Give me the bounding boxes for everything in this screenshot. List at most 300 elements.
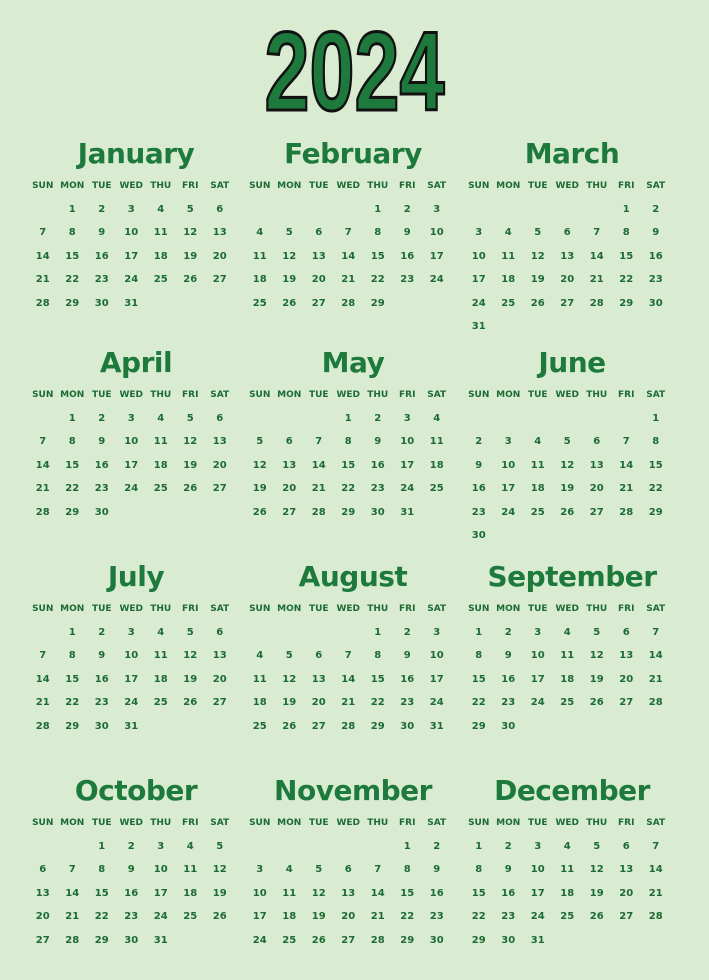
- day-cell: 4: [256, 227, 264, 239]
- day-cell: 19: [589, 887, 604, 899]
- day-cell: 25: [153, 697, 168, 709]
- day-cell: 22: [65, 274, 80, 286]
- day-cell: 16: [400, 673, 415, 685]
- day-cell: 28: [341, 297, 356, 309]
- day-cell: 20: [35, 911, 50, 923]
- day-cell: 2: [504, 841, 512, 852]
- day-cell: 18: [153, 459, 168, 471]
- day-cell: 6: [216, 204, 224, 215]
- day-cell: 4: [433, 413, 441, 424]
- day-cell: 7: [344, 227, 352, 239]
- day-cell: 21: [65, 911, 80, 923]
- day-cell: 2: [98, 627, 106, 638]
- month-days-grid: [464, 597, 682, 738]
- day-cell: 21: [648, 887, 663, 899]
- day-cell: 25: [530, 506, 545, 518]
- weekday-label: SUN: [32, 604, 54, 614]
- empty-day-cell: [28, 621, 58, 644]
- day-cell: 11: [560, 864, 575, 876]
- month-title: December: [494, 774, 650, 807]
- day-cell: 18: [282, 911, 297, 923]
- day-cell: 20: [212, 673, 227, 685]
- day-cell: 1: [475, 627, 483, 638]
- day-cell: 5: [593, 841, 601, 852]
- weekday-label: SAT: [646, 604, 666, 614]
- day-cell: 24: [429, 274, 444, 286]
- empty-day-cell: [245, 407, 275, 430]
- month-october: [26, 771, 246, 952]
- weekday-label: WED: [336, 181, 361, 191]
- day-cell: 31: [530, 934, 545, 946]
- weekday-label: THU: [367, 818, 389, 828]
- day-cell: 1: [403, 841, 411, 852]
- day-cell: 7: [652, 841, 660, 852]
- year-heading-text: 2024: [264, 9, 445, 128]
- month-title: August: [298, 560, 408, 593]
- day-cell: 24: [124, 697, 139, 709]
- day-cell: 13: [341, 887, 356, 899]
- day-cell: 27: [341, 934, 356, 946]
- weekday-label: SUN: [249, 604, 271, 614]
- day-cell: 27: [589, 506, 604, 518]
- month-december: [462, 771, 682, 952]
- weekday-label: SUN: [32, 818, 54, 828]
- weekday-label: FRI: [618, 181, 635, 191]
- weekday-label: TUE: [308, 181, 329, 191]
- day-cell: 29: [648, 506, 663, 518]
- day-cell: 12: [212, 864, 227, 876]
- day-cell: 30: [648, 297, 663, 309]
- day-cell: 24: [471, 297, 486, 309]
- day-cell: 26: [212, 911, 227, 923]
- weekday-label: MON: [277, 604, 302, 614]
- day-cell: 14: [65, 887, 80, 899]
- day-cell: 11: [153, 436, 168, 448]
- day-cell: 28: [341, 720, 356, 732]
- month-title: April: [99, 346, 173, 379]
- day-cell: 17: [429, 673, 444, 685]
- day-cell: 30: [124, 934, 139, 946]
- weekday-label: FRI: [182, 604, 199, 614]
- day-cell: 10: [400, 436, 415, 448]
- day-cell: 10: [471, 250, 486, 262]
- day-cell: 7: [593, 227, 601, 239]
- day-cell: 25: [183, 911, 198, 923]
- day-cell: 10: [124, 436, 139, 448]
- month-april: [26, 343, 246, 524]
- day-cell: 12: [282, 673, 297, 685]
- day-cell: 2: [127, 841, 135, 852]
- day-cell: 11: [153, 650, 168, 662]
- day-cell: 26: [282, 720, 297, 732]
- day-cell: 2: [98, 413, 106, 424]
- day-cell: 16: [370, 459, 385, 471]
- day-cell: 4: [504, 227, 512, 239]
- day-cell: 2: [374, 413, 382, 424]
- weekday-label: SAT: [210, 604, 230, 614]
- day-cell: 24: [530, 911, 545, 923]
- weekday-label: TUE: [308, 818, 329, 828]
- day-cell: 25: [252, 720, 267, 732]
- day-cell: 19: [183, 459, 198, 471]
- day-cell: 8: [475, 864, 483, 876]
- empty-day-cell: [28, 198, 58, 221]
- month-title: May: [321, 346, 385, 379]
- day-cell: 4: [563, 627, 571, 638]
- day-cell: 10: [530, 650, 545, 662]
- day-cell: 30: [94, 506, 109, 518]
- day-cell: 30: [501, 934, 516, 946]
- empty-day-cell: [612, 407, 642, 430]
- day-cell: 7: [622, 436, 630, 448]
- month-november: [243, 771, 463, 952]
- empty-day-cell: [28, 835, 58, 858]
- day-cell: 29: [65, 720, 80, 732]
- day-cell: 6: [39, 864, 47, 876]
- day-cell: 22: [341, 483, 356, 495]
- day-cell: 27: [212, 274, 227, 286]
- day-cell: 6: [315, 227, 323, 239]
- weekday-label: WED: [336, 604, 361, 614]
- day-cell: 8: [622, 227, 630, 239]
- day-cell: 8: [68, 650, 76, 662]
- day-cell: 30: [370, 506, 385, 518]
- day-cell: 28: [35, 297, 50, 309]
- empty-day-cell: [304, 407, 334, 430]
- weekday-label: FRI: [182, 181, 199, 191]
- month-days-grid: [245, 811, 463, 952]
- month-may: [243, 343, 463, 524]
- day-cell: 12: [530, 250, 545, 262]
- day-cell: 18: [560, 887, 575, 899]
- day-cell: 7: [344, 650, 352, 662]
- weekday-label: THU: [586, 181, 608, 191]
- day-cell: 1: [344, 413, 352, 424]
- day-cell: 18: [183, 887, 198, 899]
- day-cell: 24: [400, 483, 415, 495]
- weekday-label: SUN: [468, 181, 490, 191]
- month-days-grid: [464, 383, 682, 547]
- day-cell: 31: [153, 934, 168, 946]
- weekday-label: MON: [277, 818, 302, 828]
- day-cell: 19: [589, 673, 604, 685]
- weekday-label: THU: [586, 390, 608, 400]
- empty-day-cell: [334, 835, 364, 858]
- day-cell: 1: [652, 413, 660, 424]
- weekday-label: SUN: [249, 390, 271, 400]
- day-cell: 17: [429, 250, 444, 262]
- day-cell: 27: [212, 483, 227, 495]
- day-cell: 9: [98, 436, 106, 448]
- day-cell: 30: [94, 720, 109, 732]
- day-cell: 21: [35, 483, 50, 495]
- empty-day-cell: [304, 621, 334, 644]
- month-title: November: [274, 774, 432, 807]
- day-cell: 10: [429, 227, 444, 239]
- month-days-grid: [464, 174, 682, 338]
- day-cell: 3: [256, 864, 264, 876]
- day-cell: 9: [98, 650, 106, 662]
- day-cell: 12: [183, 650, 198, 662]
- weekday-label: THU: [150, 818, 172, 828]
- day-cell: 25: [252, 297, 267, 309]
- day-cell: 8: [344, 436, 352, 448]
- day-cell: 23: [501, 911, 516, 923]
- weekday-label: THU: [150, 604, 172, 614]
- day-cell: 5: [186, 413, 194, 424]
- month-days-grid: [28, 383, 246, 524]
- empty-day-cell: [304, 198, 334, 221]
- day-cell: 20: [212, 250, 227, 262]
- day-cell: 27: [560, 297, 575, 309]
- month-title: June: [538, 346, 606, 379]
- weekday-label: THU: [150, 390, 172, 400]
- day-cell: 17: [501, 483, 516, 495]
- weekday-label: TUE: [308, 390, 329, 400]
- day-cell: 11: [560, 650, 575, 662]
- day-cell: 27: [311, 720, 326, 732]
- day-cell: 22: [619, 274, 634, 286]
- day-cell: 21: [648, 673, 663, 685]
- day-cell: 12: [560, 459, 575, 471]
- weekday-label: FRI: [618, 604, 635, 614]
- day-cell: 11: [252, 250, 267, 262]
- day-cell: 14: [341, 673, 356, 685]
- weekday-label: TUE: [527, 818, 548, 828]
- day-cell: 6: [216, 627, 224, 638]
- weekday-label: MON: [60, 181, 85, 191]
- weekday-label: SAT: [210, 390, 230, 400]
- day-cell: 14: [35, 459, 50, 471]
- day-cell: 25: [501, 297, 516, 309]
- day-cell: 31: [471, 320, 486, 332]
- day-cell: 25: [153, 274, 168, 286]
- weekday-label: WED: [336, 818, 361, 828]
- weekday-label: TUE: [91, 181, 112, 191]
- day-cell: 4: [157, 204, 165, 215]
- day-cell: 30: [501, 720, 516, 732]
- day-cell: 6: [315, 650, 323, 662]
- empty-day-cell: [304, 835, 334, 858]
- weekday-label: FRI: [618, 390, 635, 400]
- day-cell: 16: [429, 887, 444, 899]
- day-cell: 18: [429, 459, 444, 471]
- day-cell: 11: [282, 887, 297, 899]
- day-cell: 17: [124, 250, 139, 262]
- day-cell: 24: [153, 911, 168, 923]
- day-cell: 29: [619, 297, 634, 309]
- weekday-label: THU: [367, 181, 389, 191]
- day-cell: 3: [403, 413, 411, 424]
- empty-day-cell: [553, 198, 583, 221]
- day-cell: 27: [282, 506, 297, 518]
- empty-day-cell: [275, 407, 305, 430]
- day-cell: 16: [94, 459, 109, 471]
- day-cell: 9: [652, 227, 660, 239]
- day-cell: 8: [374, 227, 382, 239]
- day-cell: 23: [648, 274, 663, 286]
- day-cell: 13: [560, 250, 575, 262]
- month-title: July: [107, 560, 165, 593]
- month-title: February: [284, 137, 422, 170]
- day-cell: 21: [370, 911, 385, 923]
- empty-day-cell: [334, 621, 364, 644]
- day-cell: 24: [252, 934, 267, 946]
- day-cell: 11: [183, 864, 198, 876]
- day-cell: 12: [589, 864, 604, 876]
- day-cell: 3: [534, 627, 542, 638]
- day-cell: 19: [183, 250, 198, 262]
- day-cell: 24: [124, 483, 139, 495]
- day-cell: 4: [285, 864, 293, 876]
- day-cell: 19: [252, 483, 267, 495]
- empty-day-cell: [28, 407, 58, 430]
- day-cell: 27: [212, 697, 227, 709]
- day-cell: 23: [94, 274, 109, 286]
- weekday-label: SUN: [32, 390, 54, 400]
- empty-day-cell: [245, 835, 275, 858]
- weekday-label: SUN: [468, 818, 490, 828]
- weekday-label: FRI: [399, 390, 416, 400]
- day-cell: 9: [504, 650, 512, 662]
- day-cell: 26: [183, 274, 198, 286]
- day-cell: 31: [429, 720, 444, 732]
- day-cell: 21: [589, 274, 604, 286]
- day-cell: 23: [124, 911, 139, 923]
- day-cell: 1: [98, 841, 106, 852]
- empty-day-cell: [494, 407, 524, 430]
- day-cell: 3: [475, 227, 483, 239]
- weekday-label: WED: [555, 604, 580, 614]
- day-cell: 19: [560, 483, 575, 495]
- day-cell: 5: [534, 227, 542, 239]
- day-cell: 9: [403, 650, 411, 662]
- day-cell: 5: [285, 650, 293, 662]
- day-cell: 11: [429, 436, 444, 448]
- day-cell: 17: [153, 887, 168, 899]
- weekday-label: SAT: [427, 604, 447, 614]
- weekday-label: TUE: [91, 390, 112, 400]
- day-cell: 16: [501, 887, 516, 899]
- day-cell: 4: [563, 841, 571, 852]
- day-cell: 28: [648, 911, 663, 923]
- empty-day-cell: [494, 198, 524, 221]
- day-cell: 2: [98, 204, 106, 215]
- day-cell: 12: [282, 250, 297, 262]
- day-cell: 21: [341, 274, 356, 286]
- day-cell: 2: [475, 436, 483, 448]
- day-cell: 26: [282, 297, 297, 309]
- day-cell: 20: [311, 274, 326, 286]
- month-days-grid: [28, 597, 246, 738]
- weekday-label: TUE: [527, 604, 548, 614]
- day-cell: 1: [622, 204, 630, 215]
- weekday-label: SUN: [468, 604, 490, 614]
- day-cell: 2: [433, 841, 441, 852]
- weekday-label: MON: [496, 818, 521, 828]
- day-cell: 3: [504, 436, 512, 448]
- day-cell: 7: [39, 436, 47, 448]
- day-cell: 13: [212, 227, 227, 239]
- day-cell: 10: [124, 227, 139, 239]
- weekday-label: WED: [555, 390, 580, 400]
- weekday-label: THU: [367, 390, 389, 400]
- day-cell: 2: [652, 204, 660, 215]
- day-cell: 19: [282, 697, 297, 709]
- day-cell: 23: [471, 506, 486, 518]
- weekday-label: TUE: [308, 604, 329, 614]
- day-cell: 24: [124, 274, 139, 286]
- day-cell: 18: [530, 483, 545, 495]
- day-cell: 3: [433, 627, 441, 638]
- year-heading: [0, 2, 709, 128]
- day-cell: 5: [186, 627, 194, 638]
- day-cell: 9: [403, 227, 411, 239]
- day-cell: 25: [282, 934, 297, 946]
- day-cell: 4: [186, 841, 194, 852]
- day-cell: 5: [563, 436, 571, 448]
- day-cell: 16: [124, 887, 139, 899]
- day-cell: 29: [370, 297, 385, 309]
- weekday-label: THU: [367, 604, 389, 614]
- day-cell: 14: [311, 459, 326, 471]
- day-cell: 26: [589, 697, 604, 709]
- month-title: March: [524, 137, 620, 170]
- day-cell: 27: [35, 934, 50, 946]
- day-cell: 15: [400, 887, 415, 899]
- day-cell: 12: [183, 227, 198, 239]
- day-cell: 26: [252, 506, 267, 518]
- day-cell: 22: [65, 697, 80, 709]
- weekday-label: TUE: [91, 818, 112, 828]
- month-january: [26, 134, 246, 315]
- weekday-label: FRI: [399, 818, 416, 828]
- month-days-grid: [28, 174, 246, 315]
- day-cell: 7: [68, 864, 76, 876]
- empty-day-cell: [275, 198, 305, 221]
- day-cell: 23: [400, 274, 415, 286]
- weekday-label: MON: [496, 604, 521, 614]
- empty-day-cell: [464, 407, 494, 430]
- day-cell: 16: [471, 483, 486, 495]
- day-cell: 11: [501, 250, 516, 262]
- day-cell: 19: [282, 274, 297, 286]
- day-cell: 23: [94, 483, 109, 495]
- day-cell: 12: [311, 887, 326, 899]
- weekday-label: MON: [496, 181, 521, 191]
- day-cell: 6: [622, 627, 630, 638]
- weekday-label: MON: [60, 604, 85, 614]
- day-cell: 22: [471, 911, 486, 923]
- day-cell: 29: [471, 934, 486, 946]
- weekday-label: SAT: [427, 818, 447, 828]
- weekday-label: FRI: [618, 818, 635, 828]
- month-days-grid: [245, 383, 463, 524]
- month-days-grid: [245, 174, 463, 315]
- day-cell: 1: [374, 627, 382, 638]
- day-cell: 23: [370, 483, 385, 495]
- empty-day-cell: [245, 198, 275, 221]
- month-title: January: [77, 137, 195, 170]
- month-june: [462, 343, 682, 547]
- empty-day-cell: [553, 407, 583, 430]
- day-cell: 19: [183, 673, 198, 685]
- day-cell: 25: [560, 911, 575, 923]
- day-cell: 31: [400, 506, 415, 518]
- day-cell: 23: [94, 697, 109, 709]
- day-cell: 6: [285, 436, 293, 448]
- day-cell: 25: [429, 483, 444, 495]
